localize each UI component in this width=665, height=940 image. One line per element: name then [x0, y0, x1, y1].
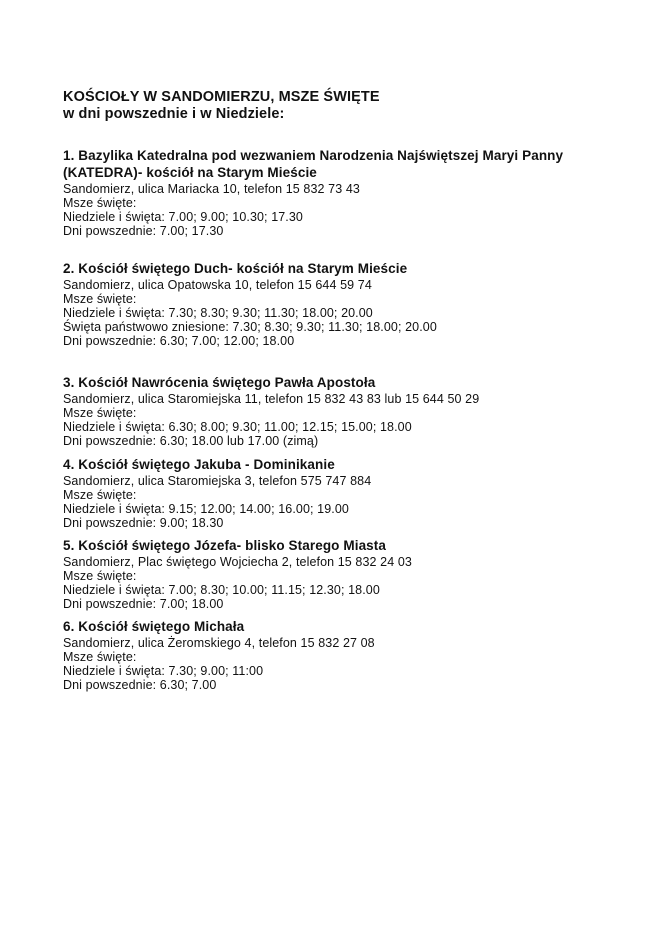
- church-address: Sandomierz, ulica Staromiejska 3, telefon 575 747 884: [63, 474, 372, 488]
- church-name: 5. Kościół świętego Józefa- blisko Starego Miasta: [63, 538, 386, 553]
- church-address: Sandomierz, ulica Opatowska 10, telefon 15 644 59 74: [63, 278, 372, 292]
- church-address: Sandomierz, ulica Mariacka 10, telefon 15 832 73 43: [63, 182, 360, 196]
- church-name: 4. Kościół świętego Jakuba - Dominikanie: [63, 457, 335, 472]
- masses-label: Msze święte:: [63, 650, 137, 664]
- church-address: Sandomierz, ulica Żeromskiego 4, telefon 15 832 27 08: [63, 636, 375, 650]
- weekday-mass-times: Dni powszednie: 6.30; 7.00; 12.00; 18.00: [63, 334, 295, 348]
- weekday-mass-times: Dni powszednie: 7.00; 17.30: [63, 224, 224, 238]
- page-title-line2: w dni powszednie i w Niedziele:: [63, 106, 285, 122]
- sunday-mass-times: Niedziele i święta: 7.00; 9.00; 10.30; 17.30: [63, 210, 303, 224]
- masses-label: Msze święte:: [63, 292, 137, 306]
- church-entry-2: [63, 260, 607, 348]
- church-name: 1. Bazylika Katedralna pod wezwaniem Narodzenia Najświętszej Maryi Panny (KATEDRA)- kościół na Starym Mieście: [63, 148, 564, 180]
- abolished-holidays-mass-times: Święta państwowo zniesione: 7.30; 8.30; 9.30; 11.30; 18.00; 20.00: [63, 320, 437, 334]
- sunday-mass-times: Niedziele i święta: 9.15; 12.00; 14.00; 16.00; 19.00: [63, 502, 349, 516]
- church-entry-5: [63, 537, 607, 611]
- church-entry-3: [63, 374, 607, 448]
- weekday-mass-times: Dni powszednie: 6.30; 18.00 lub 17.00 (zimą): [63, 434, 319, 448]
- weekday-mass-times: Dni powszednie: 9.00; 18.30: [63, 516, 224, 530]
- weekday-mass-times: Dni powszednie: 6.30; 7.00: [63, 678, 217, 692]
- church-address: Sandomierz, ulica Staromiejska 11, telefon 15 832 43 83 lub 15 644 50 29: [63, 392, 480, 406]
- church-name: 3. Kościół Nawrócenia świętego Pawła Apostoła: [63, 375, 376, 390]
- page-title: [63, 89, 607, 123]
- church-entry-4: [63, 456, 607, 530]
- page-title-line1: KOŚCIOŁY W SANDOMIERZU, MSZE ŚWIĘTE: [63, 89, 380, 105]
- church-entry-6: [63, 618, 607, 692]
- masses-label: Msze święte:: [63, 406, 137, 420]
- church-name: 6. Kościół świętego Michała: [63, 619, 245, 634]
- sunday-mass-times: Niedziele i święta: 6.30; 8.00; 9.30; 11.00; 12.15; 15.00; 18.00: [63, 420, 412, 434]
- masses-label: Msze święte:: [63, 488, 137, 502]
- sunday-mass-times: Niedziele i święta: 7.30; 8.30; 9.30; 11.30; 18.00; 20.00: [63, 306, 373, 320]
- weekday-mass-times: Dni powszednie: 7.00; 18.00: [63, 597, 224, 611]
- sunday-mass-times: Niedziele i święta: 7.00; 8.30; 10.00; 11.15; 12.30; 18.00: [63, 583, 380, 597]
- masses-label: Msze święte:: [63, 196, 137, 210]
- church-address: Sandomierz, Plac świętego Wojciecha 2, telefon 15 832 24 03: [63, 555, 412, 569]
- church-name: 2. Kościół świętego Duch- kościół na Starym Mieście: [63, 261, 408, 276]
- church-entry-1: [63, 147, 607, 238]
- sunday-mass-times: Niedziele i święta: 7.30; 9.00; 11:00: [63, 664, 264, 678]
- masses-label: Msze święte:: [63, 569, 137, 583]
